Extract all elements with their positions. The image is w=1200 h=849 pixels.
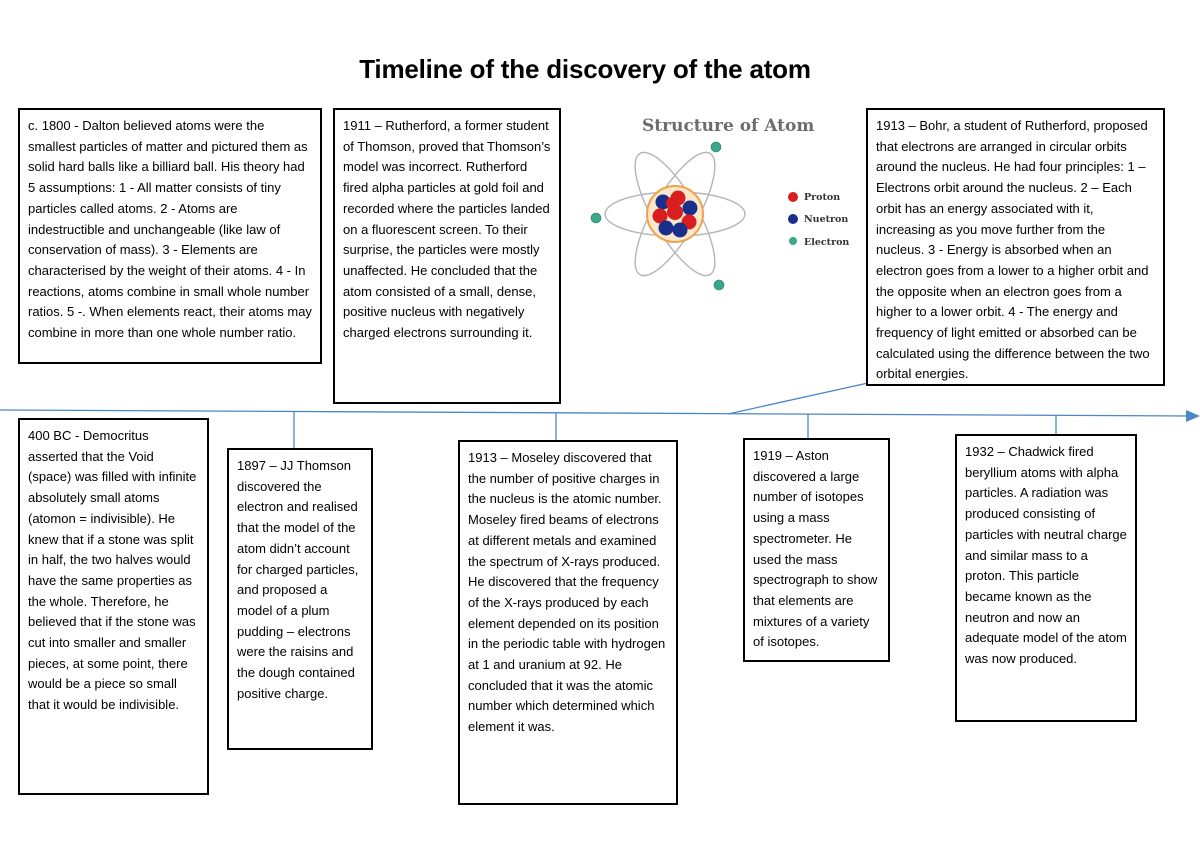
entry-dalton [18,108,322,364]
entry-moseley-text: 1913 – Moseley discovered that the number of positive charges in the nucleus is the atomic number. Moseley fired beams of electrons at different metals and examined the spectrum of X-rays produced. He discovered that the frequency of the X-rays produced by each element depended on its position in the periodic table with hydrogen at 1 and uranium at 92. He concluded that it was the atomic number which determined which element it was. [468,450,666,735]
entry-rutherford [333,108,561,404]
timeline-arrowhead [1186,410,1200,422]
legend [788,192,849,248]
legend-proton-marker [788,192,798,202]
legend-electron-marker [789,237,797,245]
page-title: Timeline of the discovery of the atom [359,54,811,84]
timeline-axis [0,410,1190,416]
entry-rutherford-text: 1911 – Rutherford, a former student of Thomson, proved that Thomson’s model was incorrect. Rutherford fired alpha particles at gold foil and recorded where the particles landed on a fluorescent screen. To their surprise, the particles were mostly unaffected. He concluded that the atom consisted of a small, dense, positive nucleus with negatively charged electrons surrounding it. [343,118,551,341]
entry-bohr [866,108,1165,386]
entry-aston-text: 1919 – Aston discovered a large number of isotopes using a mass spectrometer. He used the mass spectrograph to show that elements are mixtures of a variety of isotopes. [753,448,878,650]
entry-democritus-text: 400 BC - Democritus asserted that the Void (space) was filled with infinite absolutely small atoms (atomon = indivisible). He knew that if a stone was split in half, the two halves would have the same properties as the whole. Therefore, he believed that if the stone was cut into smaller and smaller pieces, at some point, there would be a piece so small that it would be indivisible. [28,428,197,713]
entry-bohr-text: 1913 – Bohr, a student of Rutherford, proposed that electrons are arranged in circular orbits around the nucleus. He had four principles: 1 – Electrons orbit around the nucleus. 2 – Each orbit has an energy associated with it, increasing as you move further from the nucleus. 3 - Energy is absorbed when an electron goes from a lower to a higher orbit and the opposite when an electron goes from a higher to a lower orbit. 4 - The energy and frequency of light emitted or absorbed can be calculated using the difference between the two orbital energies. [876,118,1150,382]
entry-aston [743,438,890,662]
atom-diagram-title: Structure of Atom [642,116,815,136]
entry-thomson [227,448,373,750]
entry-chadwick [955,434,1137,722]
atom-diagram [590,104,850,304]
legend-proton: Proton [804,192,841,203]
atom-diagram-graphic [590,104,850,304]
entry-dalton-text: c. 1800 - Dalton believed atoms were the smallest particles of matter and pictured them as solid hard balls like a billiard ball. His theory had 5 assumptions: 1 - All matter consists of tiny particles called atoms. 2 - Atoms are indestructible and unchangeable (like law of conservation of mass). 3 - Elements are characterised by the weight of their atoms. 4 - In reactions, atoms combine in small whole number ratios. 5 -. When elements react, their atoms may combine in more than one whole number ratio. [28,118,312,341]
entry-democritus [18,418,209,795]
legend-neutron: Nuetron [804,214,849,225]
legend-neutron-marker [788,214,798,224]
entry-moseley [458,440,678,805]
entry-thomson-text: 1897 – JJ Thomson discovered the electron and realised that the model of the atom didn’t account for charged particles, and proposed a model of a plum pudding – electrons were the raisins and the dough contained positive charge. [237,458,359,701]
entry-chadwick-text: 1932 – Chadwick fired beryllium atoms with alpha particles. A radiation was produced consisting of particles with neutral charge and similar mass to a proton. This particle became known as the neutron and now an adequate model of the atom was now produced. [965,444,1127,667]
tick-bohr [728,383,868,414]
legend-electron: Electron [804,237,850,248]
